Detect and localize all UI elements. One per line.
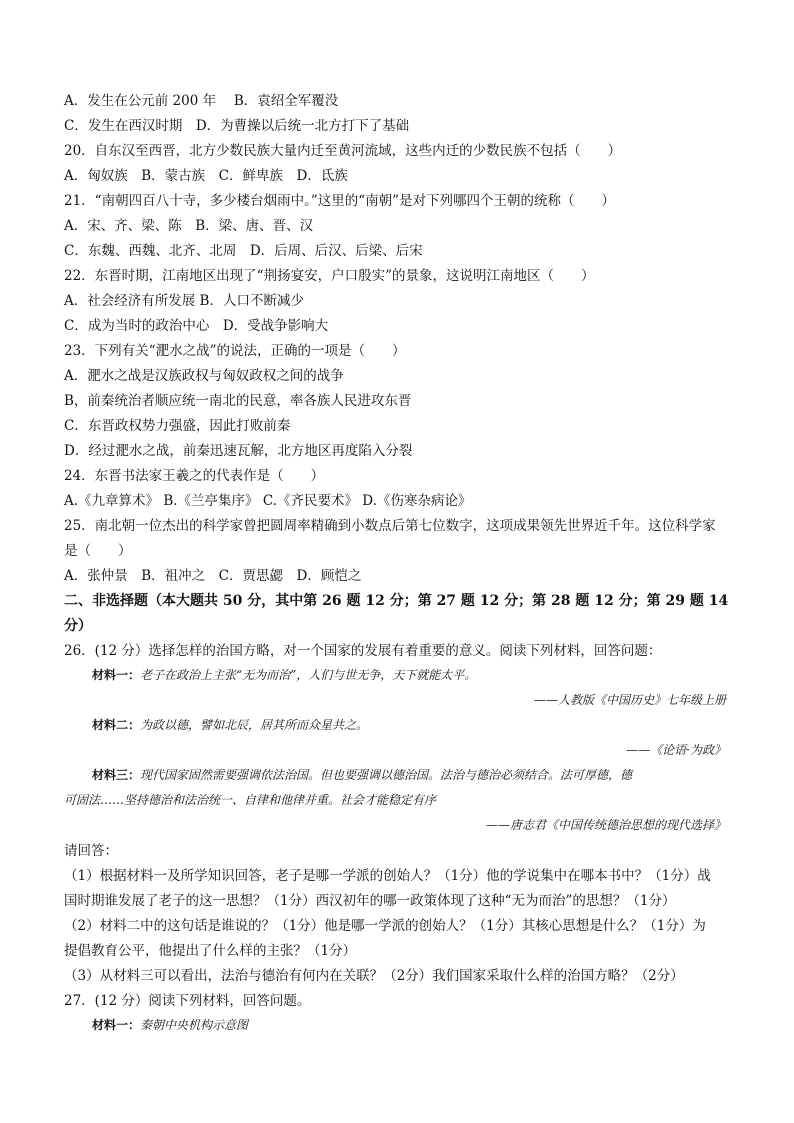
q22-stem: 22．东晋时期，江南地区出现了“荆扬宴安，户口殷实”的景象，这说明江南地区（ ）: [64, 268, 595, 284]
q21-stem: 21．“南朝四百八十寺，多少楼台烟雨中。”这里的“南朝”是对下列哪四个王朝的统称（ ）: [64, 193, 616, 209]
q26-sub1-line1: （1）根据材料一及所学知识回答，老子是哪一学派的创始人？（1分）他的学说集中在哪本书中？（1分）战: [64, 868, 711, 884]
q20-stem: 20．自东汉至西晋，北方少数民族大量内迁至黄河流域，这些内迁的少数民族不包括（ ）: [64, 143, 622, 159]
q26-material1: [92, 667, 476, 683]
q19-options-ab: A．发生在公元前 200 年 B．袁绍全军覆没: [64, 93, 339, 109]
q22-options-ab: A．社会经济有所发展 B．人口不断减少: [64, 293, 304, 309]
q25-stem-line2: 是（ ）: [64, 543, 132, 559]
section2-heading-line2: 分）: [64, 618, 92, 634]
q26-material2-source: ——《论语·为政》: [626, 743, 726, 757]
q22-options-cd: C．成为当时的政治中心 D．受战争影响大: [64, 318, 329, 334]
q26-stem: 26．(12 分）选择怎样的治国方略，对一个国家的发展有着重要的意义。阅读下列材料，回答问题：: [64, 643, 662, 659]
q27-material1-text: 秦朝中央机构示意图: [140, 1018, 249, 1032]
q23-stem: 23．下列有关“淝水之战”的说法，正确的一项是（ ）: [64, 343, 406, 359]
q23-option-b: B，前秦统治者顺应统一南北的民意，率各族人民进攻东晋: [64, 393, 412, 409]
q26-material3-label: 材料三：: [92, 768, 141, 782]
q25-stem-line1: 25．南北朝一位杰出的科学家曾把圆周率精确到小数点后第七位数字，这项成果领先世界近千年。这位科学家: [64, 518, 716, 534]
q27-material1: [92, 1017, 248, 1033]
q26-sub3: （3）从材料三可以看出，法治与德治有何内在关联？（2分）我们国家采取什么样的治国方略？（2分）: [64, 968, 684, 984]
section2-heading-line1: 二、非选择题（本大题共 50 分，其中第 26 题 12 分；第 27 题 12 分；第 28 题 12 分；第 29 题 14: [64, 593, 729, 609]
q26-material3-text1: 现代国家固然需要强调依法治国。但也要强调以德治国。法治与德治必须结合。法可厚德，德: [140, 768, 633, 782]
q24-options: A.《九章算术》 B.《兰亭集序》 C.《齐民要术》 D.《伤寒杂病论》: [64, 493, 472, 509]
q26-material1-label: 材料一：: [92, 668, 141, 682]
q23-option-c: C．东晋政权势力强盛，因此打败前秦: [64, 418, 291, 434]
q19-options-cd: C．发生在西汉时期 D．为曹操以后统一北方打下了基础: [64, 118, 410, 134]
q26-material1-source: ——人教版《中国历史》七年级上册: [533, 693, 726, 707]
q21-options-cd: C．东魏、西魏、北齐、北周 D．后周、后汉、后梁、后宋: [64, 243, 423, 259]
q26-material3-source: ——唐志君《中国传统德治思想的现代选择》: [485, 818, 726, 832]
q26-material2-text: 为政以德，譬如北辰，居其所而众星共之。: [140, 718, 369, 732]
q20-options: A．匈奴族 B．蒙古族 C．鲜卑族 D．氐族: [64, 168, 348, 184]
q24-stem: 24．东晋书法家王羲之的代表作是（ ）: [64, 468, 325, 484]
q26-material1-text: 老子在政治上主张“无为而治”，人们与世无争，天下就能太平。: [140, 668, 477, 682]
q23-option-a: A．淝水之战是汉族政权与匈奴政权之间的战争: [64, 368, 344, 384]
q23-option-d: D．经过淝水之战，前秦迅速瓦解，北方地区再度陷入分裂: [64, 443, 413, 459]
q26-material3-line1: [92, 767, 632, 783]
q26-material2-label: 材料二：: [92, 718, 141, 732]
q26-sub2-line1: （2）材料二中的这句话是谁说的？（1分）他是哪一学派的创始人？（1分）其核心思想是什么？（1分）为: [64, 918, 706, 934]
q26-material3-line2: 可固法……坚持德治和法治统一、自律和他律并重。社会才能稳定有序: [64, 793, 437, 807]
q25-options: A．张仲景 B．祖冲之 C．贾思勰 D．顾恺之: [64, 568, 362, 584]
q26-answer-prompt: 请回答：: [64, 843, 118, 859]
q27-stem: 27．(12 分）阅读下列材料，回答问题。: [64, 993, 311, 1009]
q26-sub2-line2: 提倡教育公平，他提出了什么样的主张？（1分）: [64, 943, 357, 959]
q26-material2: [92, 717, 368, 733]
q27-material1-label: 材料一：: [92, 1018, 141, 1032]
q21-options-ab: A．宋、齐、梁、陈 B．梁、唐、晋、汉: [64, 218, 314, 234]
q26-sub1-line2: 国时期谁发展了老子的这一思想？（1分）西汉初年的哪一政策体现了这种“无为而治”的思想？（1分）: [64, 893, 676, 909]
